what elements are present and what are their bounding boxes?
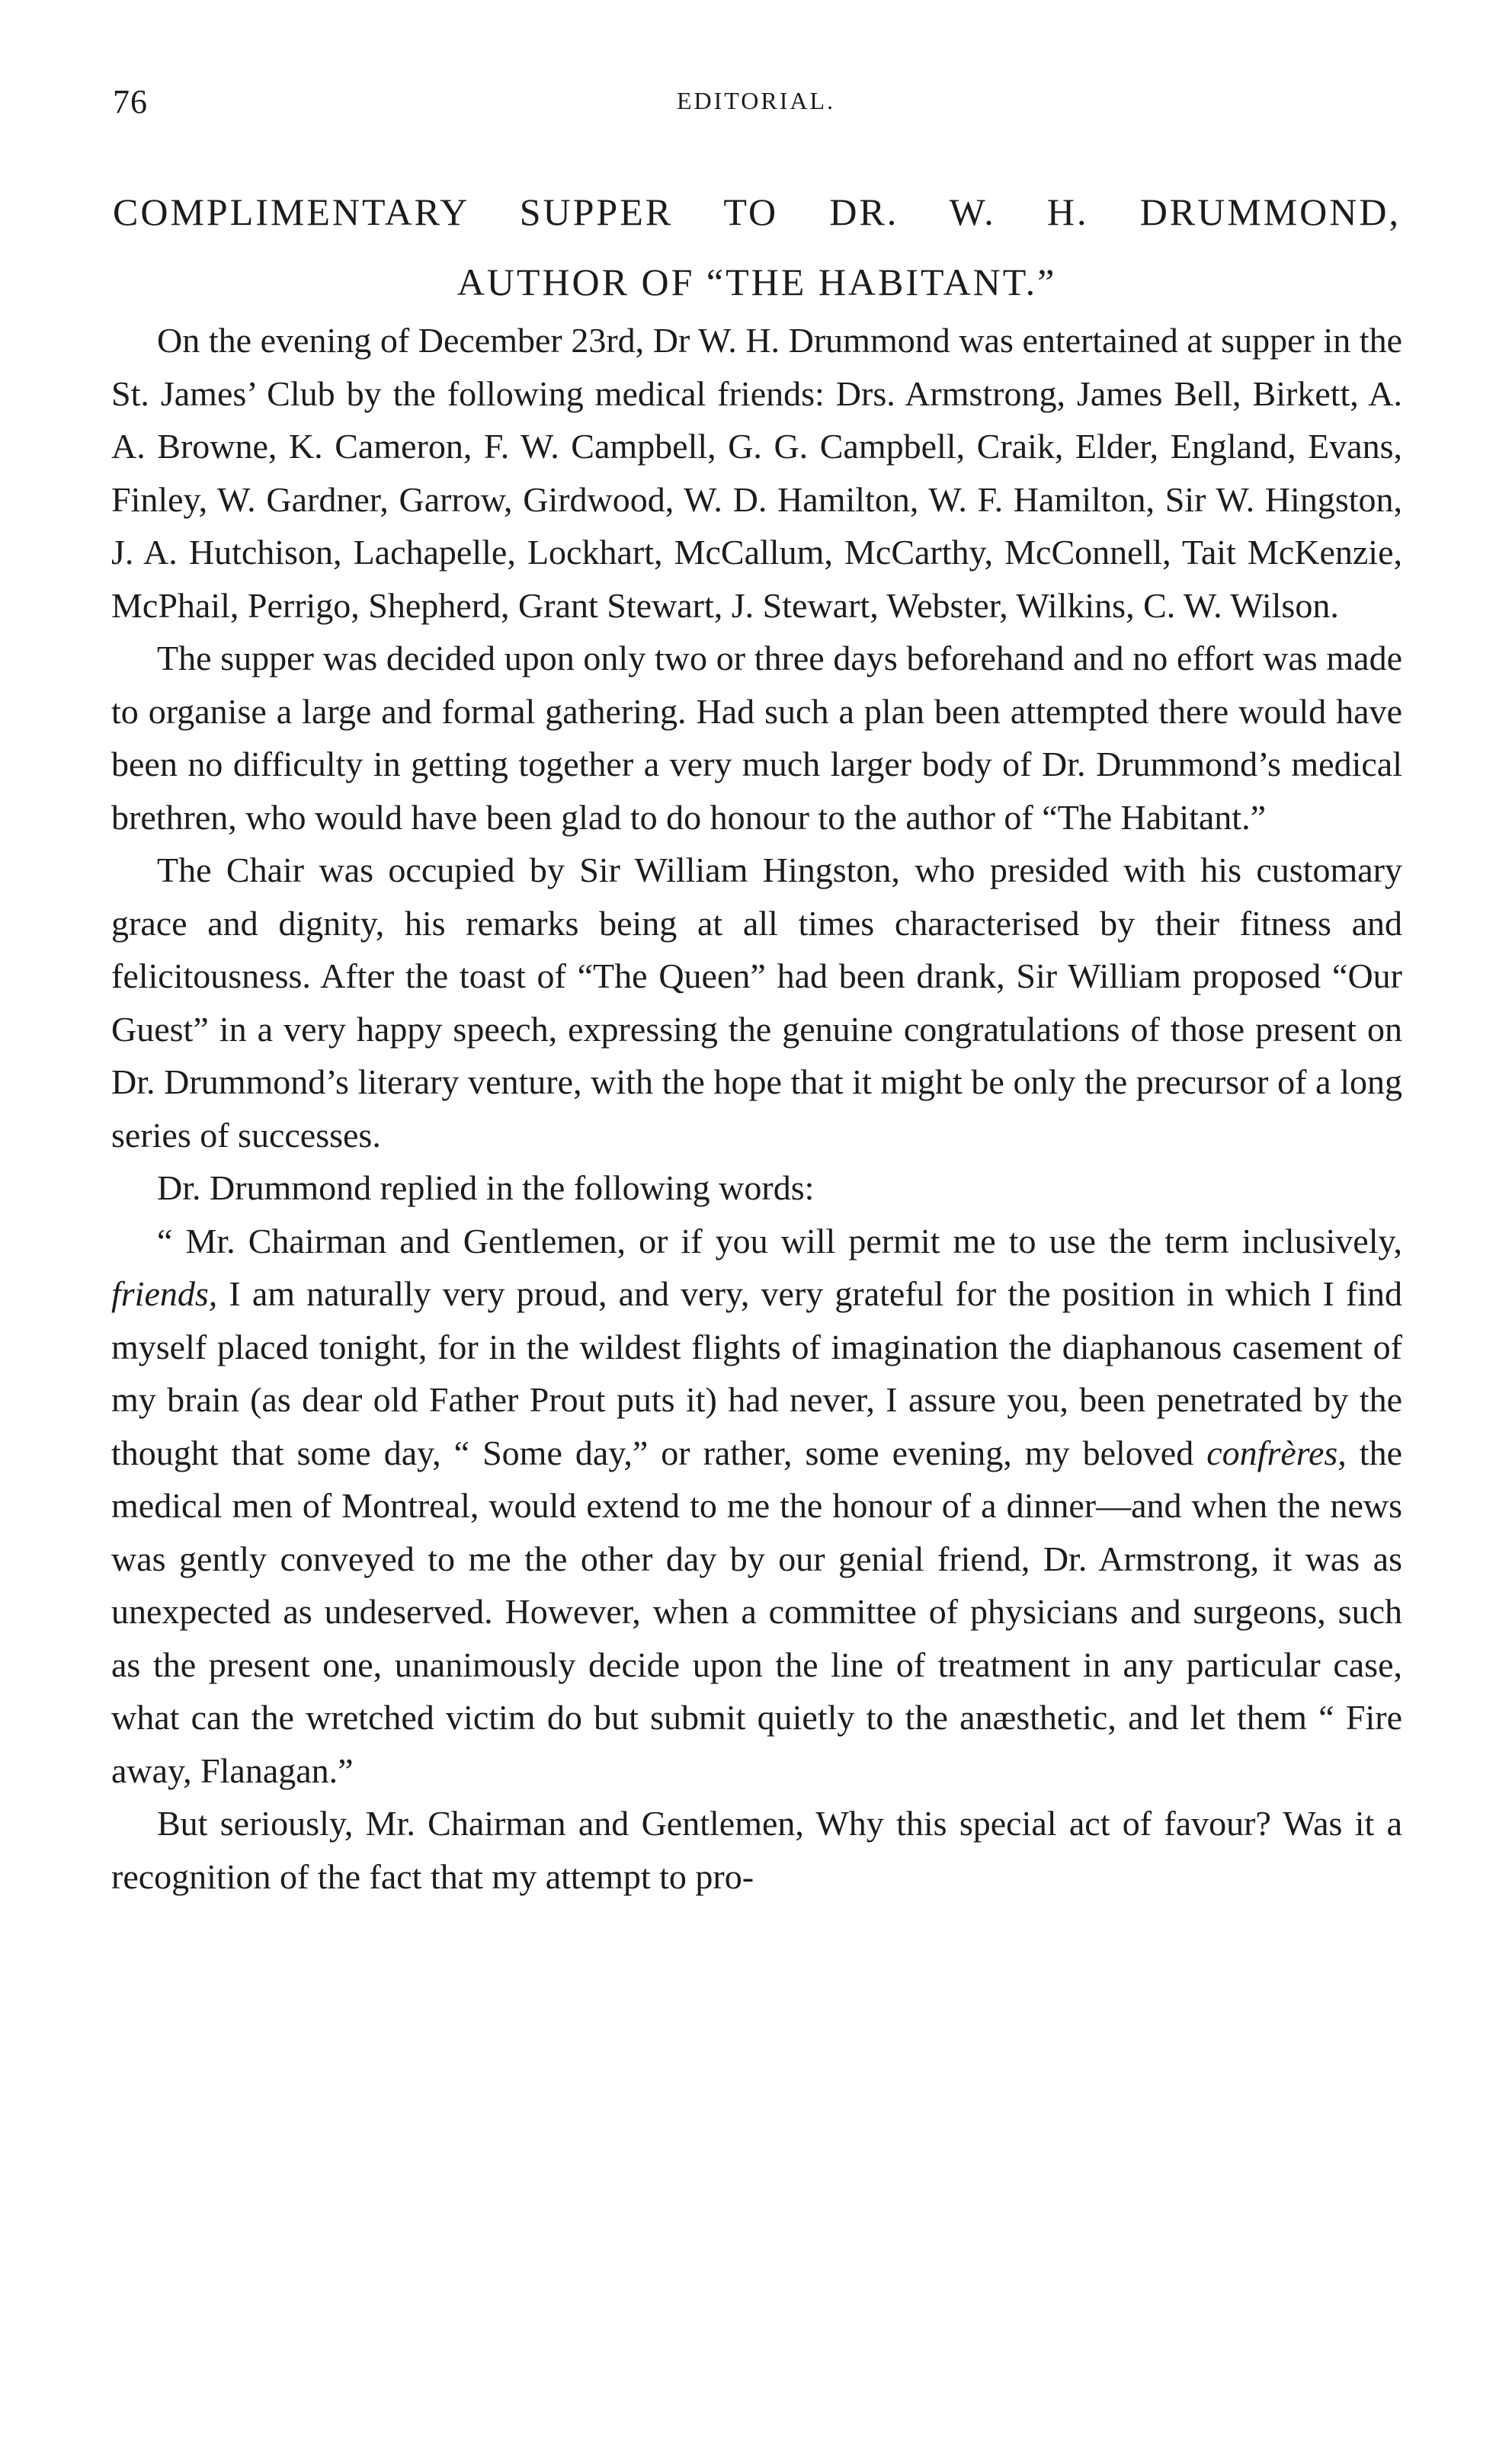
paragraph-chair-and-toasts: The Chair was occupied by Sir William Hingston, who presided with his customary grace and dignity, his remarks being at all times characterised by their fitness and felicitousness. After the toast of “The Queen” had been drank, Sir William proposed “Our Guest” in a very happy speech, expressing the genuine congratulations of those present on Dr. Drummond’s literary venture, with the hope that it might be only the precursor of a long series of successes. xyxy=(111,850,1402,1155)
article-title xyxy=(113,177,1401,317)
running-head xyxy=(113,82,1399,128)
speech-text-part-2: I am naturally very proud, and very, very grateful for the position in which I find myself placed tonight, for in the wildest flights of imagination the diaphanous casement of my brain (as dear old Father Prout puts it) had never, I assure you, been penetrated by the thought that some day, “ Some day,” or rather, some evening, my beloved xyxy=(111,1274,1402,1472)
page-number: 76 xyxy=(113,83,148,120)
speech-emphasis-confreres: confrères, xyxy=(1206,1433,1347,1472)
paragraph-speech xyxy=(111,1215,1402,1798)
paragraph-attendees: On the evening of December 23rd, Dr W. H. Drummond was entertained at supper in the St. James’ Club by the following medical friends: Drs. Armstrong, James Bell, Birkett, A. A. Browne, K. Cameron, F. W. Campbell, G. G. Campbell, Craik, Elder, England, Evans, Finley, W. Gardner, Garrow, Girdwood, W. D. Hamilton, W. F. Hamilton, Sir W. Hingston, J. A. Hutchison, Lachapelle, Lockhart, McCallum, McCarthy, McConnell, Tait McKenzie, McPhail, Perrigo, Shepherd, Grant Stewart, J. Stewart, Webster, Wilkins, C. W. Wilson. xyxy=(111,321,1402,625)
running-title: EDITORIAL. xyxy=(676,87,836,114)
paragraph-supper-arrangement: The supper was decided upon only two or three days beforehand and no effort was made to organise a large and formal gathering. Had such a plan been attempted there would have been no difficulty in getting together a very much larger body of Dr. Drummond’s medical brethren, who would have been glad to do honour to the author of “The Habitant.” xyxy=(111,639,1402,837)
article-title-line-1: COMPLIMENTARY SUPPER TO DR. W. H. DRUMMOND, xyxy=(113,191,1401,233)
paragraph-speech-continued: But seriously, Mr. Chairman and Gentlemen, Why this special act of favour? Was it a recognition of the fact that my attempt to pro- xyxy=(111,1804,1402,1896)
speech-text-part-1: “ Mr. Chairman and Gentlemen, or if you will permit me to use the term inclusively, xyxy=(157,1221,1402,1260)
article-title-line-2: AUTHOR OF “THE HABITANT.” xyxy=(456,261,1057,303)
speech-text-part-3: the medical men of Montreal, would extend to me the honour of a dinner—and when the news was gently conveyed to me the other day by our genial friend, Dr. Armstrong, it was as unexpected as undeserved. However, when a committee of physicians and surgeons, such as the present one, unanimously decide upon the line of treatment in any particular case, what can the wretched victim do but submit quietly to the anæsthetic, and let them “ Fire away, Flanagan.” xyxy=(111,1433,1403,1790)
paragraph-reply-intro: Dr. Drummond replied in the following words: xyxy=(157,1168,815,1207)
article-body xyxy=(111,314,1402,1903)
speech-emphasis-friends: friends, xyxy=(111,1274,218,1313)
